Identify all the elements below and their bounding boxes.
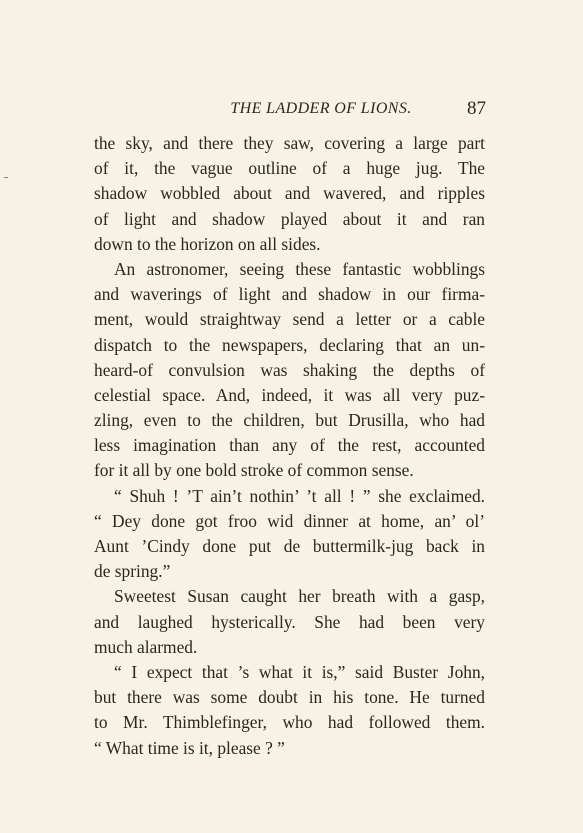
text-line: but there was some doubt in his tone. He turned [94, 687, 485, 708]
text-line: zling, even to the children, but Drusilla, who had [94, 410, 485, 431]
text-line: down to the horizon on all sides. [94, 233, 321, 254]
text-line: the sky, and there they saw, covering a large part [94, 133, 485, 153]
text-line: to Mr. Thimblefinger, who had followed them. [94, 712, 485, 733]
text-line: and laughed hysterically. She had been very [94, 611, 485, 632]
text-line: celestial space. And, indeed, it was all very puz- [94, 384, 485, 405]
text-line: An astronomer, seeing these fantastic wobblings [114, 258, 485, 279]
body-text [94, 131, 485, 761]
text-line: “ Dey done got froo wid dinner at home, an’ ol’ [94, 510, 485, 531]
running-title: THE LADDER OF LIONS. [230, 100, 412, 117]
text-line: of light and shadow played about it and ran [94, 208, 485, 229]
running-head [94, 100, 486, 124]
text-line: “ I expect that ’s what it is,” said Buster John, [114, 661, 485, 682]
text-line: and waverings of light and shadow in our firma- [94, 284, 485, 305]
text-line: de spring.” [94, 561, 171, 582]
text-line: Aunt ’Cindy done put de buttermilk-jug back in [94, 536, 485, 556]
page-number: 87 [467, 98, 486, 119]
margin-mark [4, 177, 8, 178]
text-line: Sweetest Susan caught her breath with a gasp, [114, 586, 485, 607]
text-line: “ What time is it, please ? ” [94, 737, 285, 758]
text-line: of it, the vague outline of a huge jug. The [94, 158, 485, 179]
text-line: heard-of convulsion was shaking the depths of [94, 359, 485, 380]
text-line: “ Shuh ! ’T ain’t nothin’ ’t all ! ” she exclaimed. [114, 485, 485, 506]
text-line: shadow wobbled about and wavered, and ripples [94, 183, 485, 204]
text-line: for it all by one bold stroke of common sense. [94, 460, 414, 481]
text-line: ment, would straightway send a letter or a cable [94, 309, 485, 330]
text-line: much alarmed. [94, 636, 198, 657]
text-line: less imagination than any of the rest, accounted [94, 435, 485, 456]
text-line: dispatch to the newspapers, declaring that an un- [94, 334, 485, 355]
